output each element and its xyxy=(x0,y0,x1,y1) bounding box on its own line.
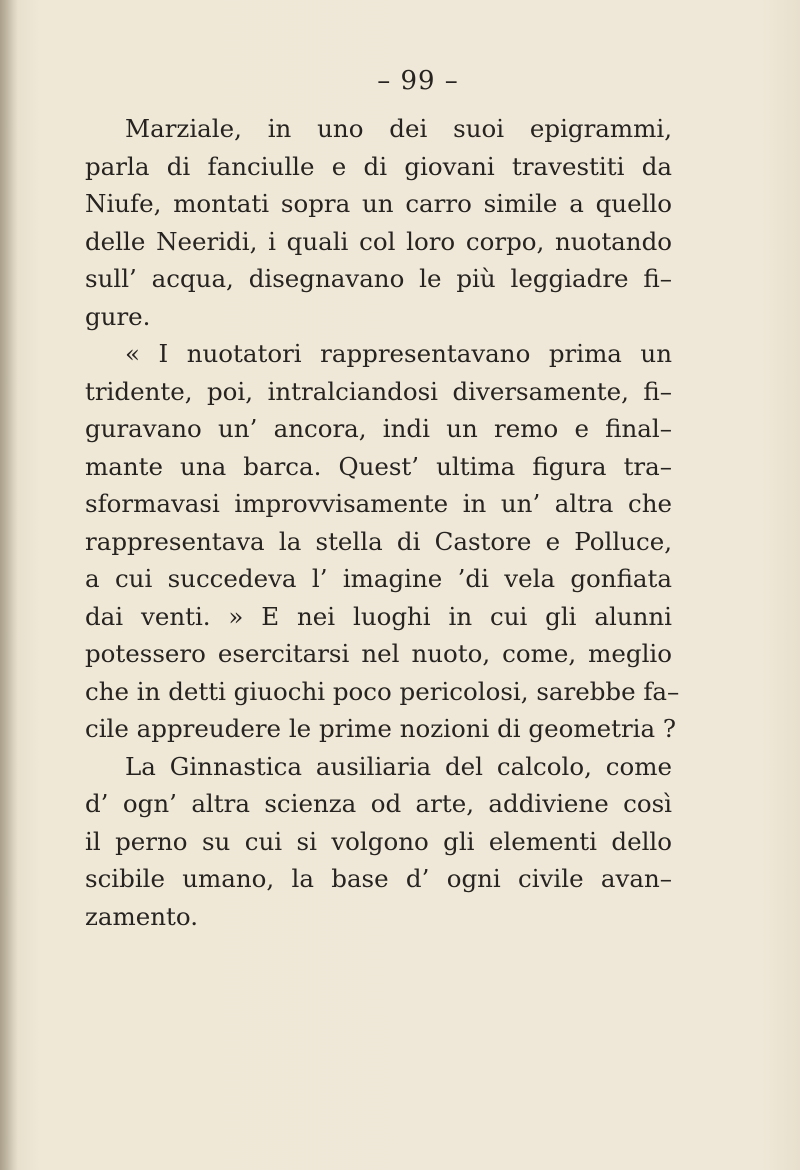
text-line: potessero esercitarsi nel nuoto, come, meglio xyxy=(85,639,672,668)
text-line: mante una barca. Quest’ ultima figura tra– xyxy=(85,451,672,481)
text-line: « I nuotatori rappresentavano prima un xyxy=(125,339,672,368)
text-line: parla di fanciulle e di giovani travestiti da xyxy=(85,151,672,181)
text-line: guravano un’ ancora, indi un remo e final– xyxy=(85,414,672,443)
text-line: zamento. xyxy=(85,901,198,931)
body-text xyxy=(85,110,680,935)
text-line: dai venti. » E nei luoghi in cui gli alunni xyxy=(85,601,672,631)
text-line: rappresentava la stella di Castore e Polluce, xyxy=(85,526,672,556)
text-line: cile appreudere le prime nozioni di geometria ? xyxy=(85,714,677,743)
text-line: il perno su cui si volgono gli elementi dello xyxy=(85,826,672,856)
text-line: che in detti giuochi poco pericolosi, sarebbe fa– xyxy=(85,676,680,706)
text-line: d’ ogn’ altra scienza od arte, addiviene così xyxy=(85,789,672,818)
text-line: Marziale, in uno dei suoi epigrammi, xyxy=(125,114,672,143)
text-line: tridente, poi, intralciandosi diversamente, fi– xyxy=(85,376,672,406)
text-line: sull’ acqua, disegnavano le più leggiadre fi– xyxy=(85,264,672,293)
text-line: La Ginnastica ausiliaria del calcolo, come xyxy=(125,751,672,781)
text-line: delle Neeridi, i quali col loro corpo, nuotando xyxy=(85,226,672,256)
text-line: gure. xyxy=(85,301,151,331)
text-line: Niufe, montati sopra un carro simile a quello xyxy=(85,189,672,218)
page-number: – 99 – xyxy=(377,66,459,96)
text-line: sformavasi improvvisamente in un’ altra che xyxy=(85,489,672,518)
spine-shadow xyxy=(0,0,18,1170)
text-line: a cui succedeva l’ imagine ’di vela gonfiata xyxy=(85,564,672,593)
text-line: scibile umano, la base d’ ogni civile avan– xyxy=(85,864,672,893)
